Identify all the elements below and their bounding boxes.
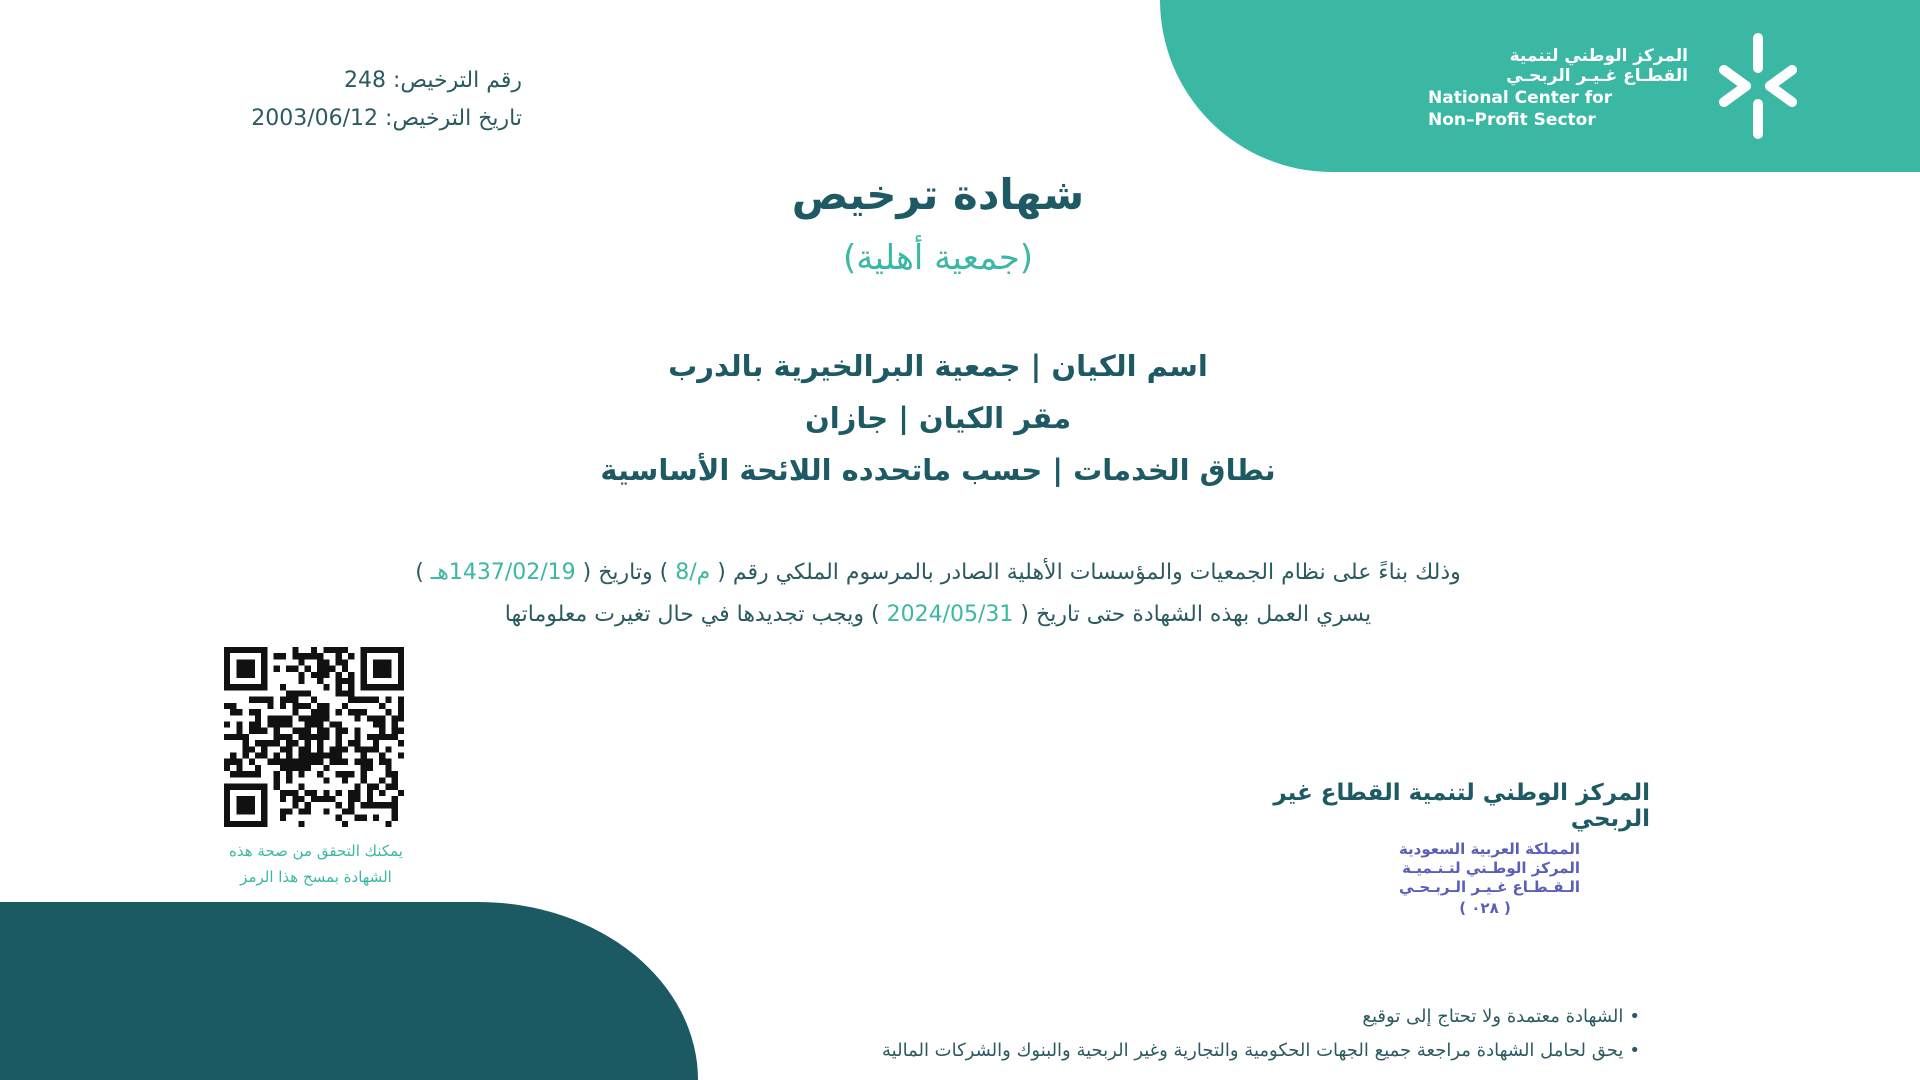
expiry-date: 2024/05/31 [886,602,1014,627]
ncnp-logo [1328,26,1828,146]
entity-name-row [0,340,1876,392]
license-number [120,62,522,100]
qr-code[interactable] [224,647,404,827]
footer-blob [0,902,698,1080]
entity-hq-label: مقر الكيان | [898,401,1072,435]
statement-text-2b: ) ويجب تجديدها في حال تغيرت معلوماتها [504,602,880,627]
qr-caption-line-1: يمكنك التحقق من صحة هذه [229,842,403,860]
statement-line-2 [0,594,1876,636]
official-seal [1360,840,1580,918]
statement-text-1c: ) [415,560,424,585]
certificate-title: شهادة ترخيص [791,170,1085,219]
logo-name-ar-1: المركز الوطني لتنمية [1509,46,1688,66]
qr-caption [196,838,436,890]
statement-text-1a: وذلك بناءً على نظام الجمعيات والمؤسسات الأهلية الصادر بالمرسوم الملكي رقم ( [717,560,1461,585]
seal-line-1: المملكة العربية السعودية [1398,840,1580,858]
entity-scope-label: نطاق الخدمات | [1052,453,1276,487]
logo-name-en-2: Non–Profit Sector [1428,110,1596,130]
entity-name-value: جمعية البرالخيرية بالدرب [668,349,1021,383]
logo-text [1428,46,1688,130]
entity-hq-value: جازان [804,401,889,435]
entity-name-label: اسم الكيان | [1030,349,1208,383]
logo-name-ar-2: القطـاع غـيـر الربحـي [1506,66,1688,86]
issuer-name: المركز الوطني لتنمية القطاع غير الربحي [1273,780,1650,832]
note-item [800,1000,1640,1034]
bullet-icon: • [1629,1040,1640,1061]
entity-scope-row [0,444,1876,496]
decree-number: م/8 [675,560,711,585]
statement-text-1b: ) وتاريخ ( [582,560,669,585]
statement-text-2a: يسري العمل بهذه الشهادة حتى تاريخ ( [1020,602,1372,627]
license-date-label: تاريخ الترخيص: [385,106,522,131]
seal-code: ( ٠٢٨ ) [1459,899,1511,917]
logo-star-icon [1710,30,1800,142]
note-text: يحق لحامل الشهادة مراجعة جميع الجهات الحكومية والتجارية وغير الربحية والبنوك والشركات المالية [882,1040,1624,1061]
license-meta [120,62,522,138]
qr-caption-line-2: الشهادة بمسح هذا الرمز [240,868,392,886]
notes-list [800,1000,1640,1068]
certificate-subtitle: (جمعية أهلية) [842,238,1034,278]
license-number-label: رقم الترخيص: [393,68,522,93]
entity-scope-value: حسب ماتحدده اللائحة الأساسية [600,453,1043,487]
license-number-value: 248 [344,68,387,93]
entity-hq-row [0,392,1876,444]
entity-details [0,340,1876,496]
note-item [800,1034,1640,1068]
legal-statement [0,552,1876,636]
note-text: الشهادة معتمدة ولا تحتاج إلى توقيع [1362,1006,1624,1027]
statement-line-1 [0,552,1876,594]
decree-date: 1437/02/19هـ [430,560,576,585]
bullet-icon: • [1629,1006,1640,1027]
license-date [120,100,522,138]
seal-line-3: الـقـطـاع غـيـر الـربـحـي [1399,878,1580,896]
seal-line-2: المركز الوطـني لتـنـميـة [1402,859,1580,877]
license-date-value: 2003/06/12 [251,106,379,131]
logo-name-en-1: National Center for [1428,88,1613,108]
